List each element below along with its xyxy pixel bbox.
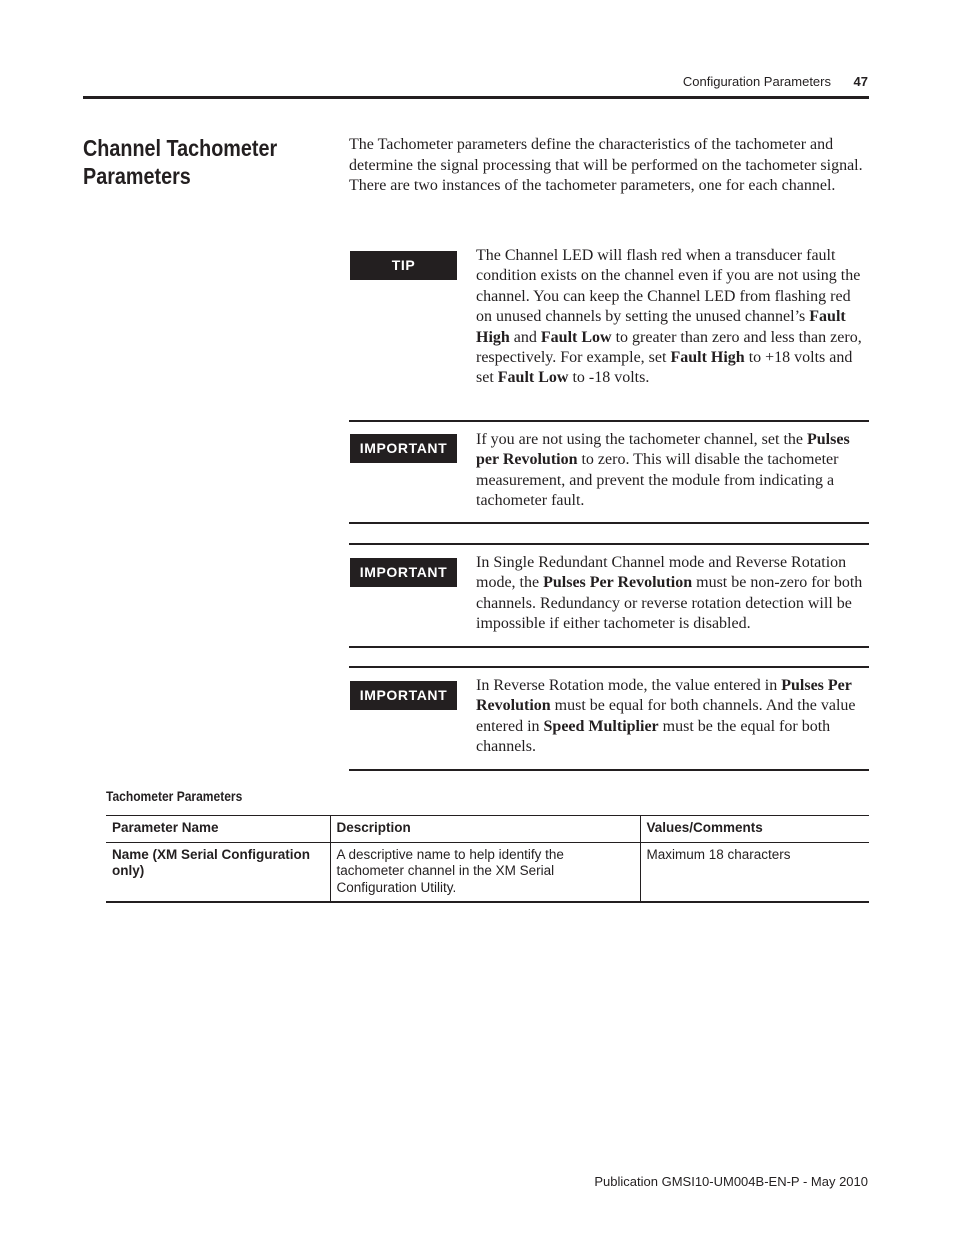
note-text-run: must be non-zero for both channels. Redundancy or reverse rotation detection will be impossible if either tachometer is disabled. — [476, 574, 863, 633]
header-rule — [83, 96, 869, 99]
running-header-title: Configuration Parameters — [682, 74, 831, 89]
cell-description: A descriptive name to help identify the tachometer channel in the XM Serial Configuration Utility. — [330, 842, 640, 902]
important-box-2-top-rule — [349, 543, 869, 545]
important-text-3 — [476, 676, 869, 758]
note-bold-term: Pulses Per Revolution — [476, 677, 852, 715]
important-box-2-bottom-rule — [349, 646, 869, 648]
note-bold-term: Fault High — [476, 308, 846, 346]
important-label-3: IMPORTANT — [350, 681, 457, 710]
tip-text — [476, 246, 869, 389]
section-title — [83, 134, 333, 190]
important-text-2 — [476, 553, 869, 635]
table-caption — [106, 788, 264, 804]
note-bold-term: Pulses Per Revolution — [543, 574, 693, 592]
table-row — [106, 842, 869, 902]
note-text-run: to greater than zero and less than zero, respectively. For example, set — [476, 328, 862, 367]
important-label-1: IMPORTANT — [350, 434, 457, 463]
important-box-3-bottom-rule — [349, 769, 869, 771]
intro-paragraph: The Tachometer parameters define the characteristics of the tachometer and determine the signal processing that will be performed on the tachometer signal. There are two instances of the tachometer parameters, one for each channel. — [349, 136, 863, 194]
parameters-table — [106, 815, 869, 903]
table-caption-text: Tachometer Parameters — [106, 788, 243, 804]
note-bold-term: Fault High — [670, 349, 745, 367]
note-text-run: must be the equal for both channels. — [476, 717, 831, 756]
note-text-run: If you are not using the tachometer channel, set the — [476, 431, 807, 448]
note-text-run: must be equal for both channels. And the value entered in — [476, 697, 856, 735]
note-bold-term: Fault Low — [540, 328, 612, 346]
note-text-run: to -18 volts. — [568, 369, 650, 387]
important-box-1-bottom-rule — [349, 522, 869, 524]
important-box-3-top-rule — [349, 666, 869, 668]
note-text-run: In Single Redundant Channel mode and Reverse Rotation mode, the — [476, 554, 847, 592]
note-bold-term: Speed Multiplier — [543, 717, 659, 735]
note-text-run: The Channel LED will flash red when a transducer fault condition exists on the channel even if you are not using the channel. You can keep the Channel LED from flashing red on unused channels by setting the unused channel’s — [476, 247, 861, 326]
header-description: Description — [330, 816, 640, 843]
section-title-text: Channel Tachometer Parameters — [83, 135, 278, 189]
important-label-2: IMPORTANT — [350, 558, 457, 587]
important-box-1-top-rule — [349, 420, 869, 422]
note-bold-term: Pulses per Revolution — [476, 431, 850, 469]
note-bold-term: Fault Low — [497, 369, 569, 387]
header-parameter-name: Parameter Name — [106, 816, 330, 843]
table-header-row — [106, 816, 869, 843]
page-number: 47 — [853, 74, 868, 89]
tip-label: TIP — [350, 251, 457, 280]
important-text-1 — [476, 430, 869, 512]
note-text-run: to zero. This will disable the tachometer measurement, and prevent the module from indicating a tachometer fault. — [476, 451, 839, 510]
header-values-comments: Values/Comments — [640, 816, 869, 843]
footer-publication: Publication GMSI10-UM004B-EN-P - May 2010 — [594, 1174, 868, 1189]
cell-values-comments: Maximum 18 characters — [640, 842, 869, 902]
note-text-run: In Reverse Rotation mode, the value entered in — [476, 677, 782, 694]
cell-parameter-name: Name (XM Serial Configuration only) — [106, 842, 330, 902]
note-text-run: to +18 volts and set — [476, 349, 853, 387]
note-text-run: and — [509, 328, 541, 346]
